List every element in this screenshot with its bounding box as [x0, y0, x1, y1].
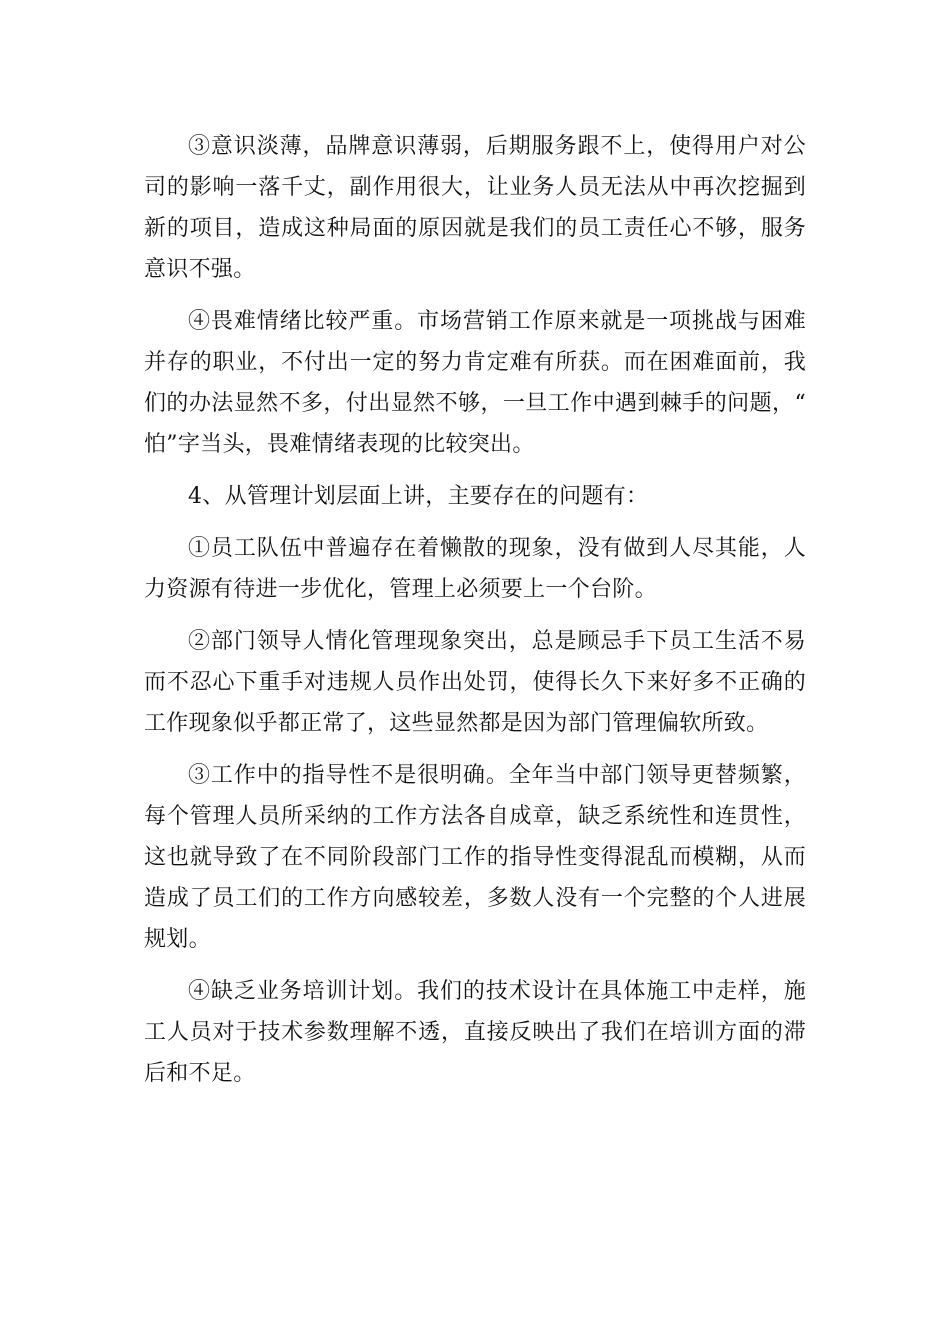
- paragraph-fear-of-difficulty: ④畏难情绪比较严重。市场营销工作原来就是一项挑战与困难并存的职业，不付出一定的努力肯定难有所获。而在困难面前，我们的办法显然不多，付出显然不够，一旦工作中遇到棘手的问题，“怕”字当头，畏难情绪表现的比较突出。: [144, 309, 806, 457]
- paragraph-unclear-guidance: ③工作中的指导性不是很明确。全年当中部门领导更替频繁，每个管理人员所采纳的工作方法各自成章，缺乏系统性和连贯性，这也就导致了在不同阶段部门工作的指导性变得混乱而模糊，从而造成了员工们的工作方向感较差，多数人没有一个完整的个人进展规划。: [144, 763, 806, 952]
- paragraph-lenient-management: ②部门领导人情化管理现象突出，总是顾忌手下员工生活不易而不忍心下重手对违规人员作出处罚，使得长久下来好多不正确的工作现象似乎都正常了，这些显然都是因为部门管理偏软所致。: [144, 629, 806, 736]
- paragraph-management-heading: 4、从管理计划层面上讲，主要存在的问题有：: [188, 484, 649, 509]
- document-body: [144, 126, 806, 1105]
- paragraph-staff-laziness: ①员工队伍中普遍存在着懒散的现象，没有做到人尽其能，人力资源有待进一步优化，管理上必须要上一个台阶。: [144, 536, 806, 602]
- paragraph-training-plan: ④缺乏业务培训计划。我们的技术设计在具体施工中走样，施工人员对于技术参数理解不透，直接反映出了我们在培训方面的滞后和不足。: [144, 979, 806, 1086]
- paragraph-awareness: ③意识淡薄，品牌意识薄弱，后期服务跟不上，使得用户对公司的影响一落千丈，副作用很大，让业务人员无法从中再次挖掘到新的项目，造成这种局面的原因就是我们的员工责任心不够，服务意识不强。: [144, 134, 806, 282]
